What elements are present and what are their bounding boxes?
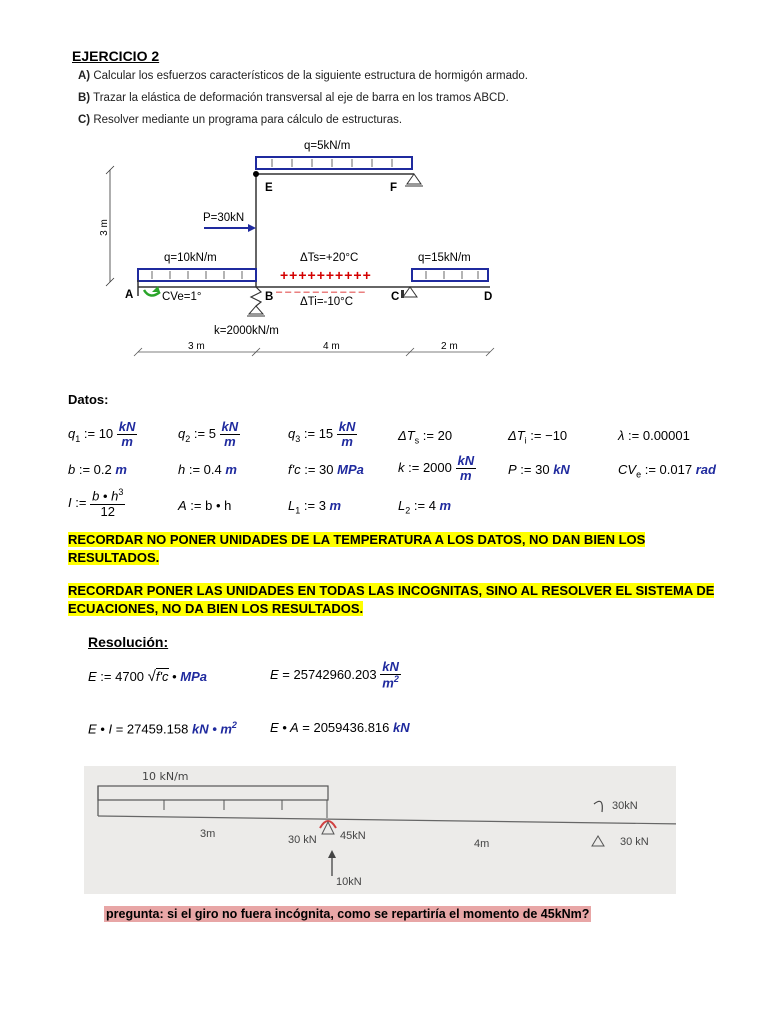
photo-moment: 45kN <box>340 830 366 842</box>
datum-dti: $\Delta T_i$ := −10 <box>508 428 568 446</box>
item-a: A) Calcular los esfuerzos característicos de la siguiente estructura de hormigón armado. <box>78 70 528 82</box>
top-load-rect <box>256 157 412 169</box>
dti-label: ΔTi=-10°C <box>300 296 354 308</box>
thermal-minus: – – – – – – – – – – <box>276 286 365 298</box>
datum-q3: $q_3$ := 15 $\frac{kN}{m}$ <box>288 419 356 450</box>
node-a-label: A <box>125 289 134 301</box>
ea-result: E • A = 2059436.816 kN <box>270 720 410 735</box>
datum-b: b := 0.2 m <box>68 462 127 477</box>
datum-q1: $q_1$ := 10 $\frac{kN}{m}$ <box>68 419 136 450</box>
datum-h: h := 0.4 m <box>178 462 237 477</box>
datum-l2: $L_2$ := 4 m <box>398 498 452 516</box>
dim-2: 4 m <box>323 341 340 352</box>
photo-span1: 3m <box>200 828 216 840</box>
node-c-label: C <box>391 291 400 303</box>
note-temperature: RECORDAR NO PONER UNIDADES DE LA TEMPERATURA A LOS DATOS, NO DAN BIEN LOS RESULTADOS. <box>68 532 646 565</box>
photo-span2: 4m <box>474 838 490 850</box>
datum-a: A := b • h <box>178 498 232 513</box>
photo-force1: 30 kN <box>288 834 317 846</box>
ei-result: E • I = 27459.158 kN • $m^2$ <box>88 720 237 737</box>
datum-p: P := 30 kN <box>508 462 570 477</box>
q-top-label: q=5kN/m <box>304 140 351 152</box>
cve-label: CVe=1° <box>162 291 202 303</box>
question-text: pregunta: si el giro no fuera incógnita, como se repartiría el momento de 45kNm? <box>106 907 590 921</box>
datum-q2: $q_2$ := 5 $\frac{kN}{m}$ <box>178 419 239 450</box>
dim-3: 2 m <box>441 341 458 352</box>
node-e-label: E <box>265 182 273 194</box>
handwritten-photo <box>84 766 676 894</box>
p-load-label: P=30kN <box>203 212 245 224</box>
node-e-joint <box>253 171 259 177</box>
node-d-label: D <box>484 291 493 303</box>
datum-l1: $L_1$ := 3 m <box>288 498 342 516</box>
datum-k: k := 2000 $\frac{kN}{m}$ <box>398 453 475 484</box>
dim-1: 3 m <box>188 341 205 352</box>
resolucion-heading: Resolución: <box>88 634 169 650</box>
e-definition: E := 4700 √f'c • MPa <box>88 668 208 685</box>
datum-i: I := $\frac{b • h^3}{12}$ <box>68 487 124 519</box>
photo-right-mid: 30 kN <box>620 836 649 848</box>
dts-label: ΔTs=+20°C <box>300 252 359 264</box>
height-label: 3 m <box>98 219 110 236</box>
datum-dts: $\Delta T_s$ := 20 <box>398 428 453 446</box>
e-result: E = 25742960.203 $\frac{kN}{m^2}$ <box>270 659 399 691</box>
datum-cve: $CV_e$ := 0.017 rad <box>618 462 716 480</box>
spring-label: k=2000kN/m <box>214 325 279 337</box>
exercise-title: EJERCICIO 2 <box>72 48 160 64</box>
node-f-label: F <box>390 182 398 194</box>
node-b-label: B <box>265 291 274 303</box>
structure-diagram <box>0 0 768 380</box>
datum-lambda: λ := 0.00001 <box>618 428 690 443</box>
photo-load: 10 kN/m <box>142 770 189 783</box>
datos-heading: Datos: <box>68 392 109 407</box>
photo-right-top: 30kN <box>612 800 638 812</box>
note-units: RECORDAR PONER LAS UNIDADES EN TODAS LAS INCOGNITAS, SINO AL RESOLVER EL SISTEMA DE ECUACIONES, NO DA BIEN LOS RESULTADOS. <box>68 583 715 616</box>
item-b: B) Trazar la elástica de deformación transversal al eje de barra en los tramos ABCD. <box>78 92 509 104</box>
thermal-plus: ++++++++++ <box>280 267 372 283</box>
q-left-label: q=10kN/m <box>164 252 217 264</box>
datum-fc: f'c := 30 MPa <box>288 462 364 477</box>
q-right-label: q=15kN/m <box>418 252 471 264</box>
item-c: C) Resolver mediante un programa para cálculo de estructuras. <box>78 114 403 126</box>
photo-reaction: 10kN <box>336 876 362 888</box>
